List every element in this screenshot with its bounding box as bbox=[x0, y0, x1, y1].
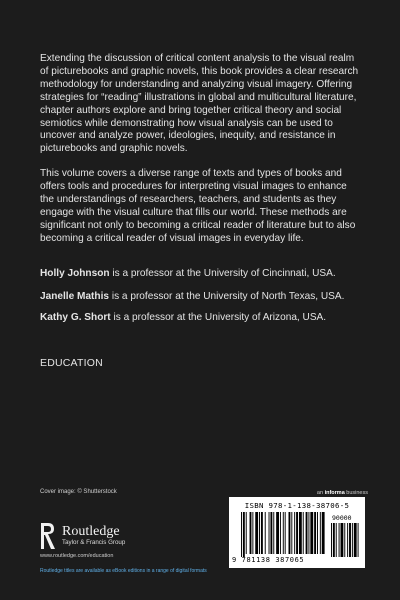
author-bio: is a professor at the University of North Texas, USA. bbox=[109, 291, 345, 302]
subject-category: EDUCATION bbox=[40, 357, 103, 369]
author-bio: is a professor at the University of Cincinnati, USA. bbox=[109, 268, 336, 279]
ean-digits: 9 781138 387065 bbox=[232, 556, 305, 564]
publisher-group: Taylor & Francis Group bbox=[62, 539, 126, 546]
author-bio-janelle-mathis bbox=[40, 290, 370, 303]
informa-brand: informa bbox=[324, 490, 345, 496]
publisher-wordmark bbox=[62, 525, 125, 547]
isbn-label: ISBN 978-1-138-38706-5 bbox=[244, 501, 350, 510]
blurb-paragraph-1: Extending the discussion of critical content analysis to the visual realm of picturebooks and graphic novels, this book provides a clear research methodology for understanding and analyzing visual imagery. Offering strategies for “reading” illustrations in global and multicultural literature, chapter authors explore and bring together critical theory and social semiotics while demonstrating how visual analysis can be used to uncover and analyze power, ideologies, inequity, and resistance in picturebooks and graphic novels. bbox=[40, 53, 359, 155]
cover-image-credit: Cover image: © Shutterstock bbox=[40, 489, 117, 495]
barcode-addon-digits: 90000 bbox=[332, 514, 352, 522]
informa-business-note bbox=[317, 490, 368, 496]
author-bio-holly-johnson bbox=[40, 267, 370, 280]
publisher-url: www.routledge.com/education bbox=[40, 553, 114, 559]
ebook-availability-note: Routledge titles are available as eBook editions in a range of digital formats bbox=[40, 568, 207, 574]
publisher-logo bbox=[40, 522, 125, 550]
publisher-name: Routledge bbox=[62, 524, 120, 539]
author-name: Holly Johnson bbox=[40, 268, 110, 279]
author-bio: is a professor at the University of Arizona, USA. bbox=[110, 312, 327, 323]
author-name: Kathy G. Short bbox=[40, 312, 111, 323]
author-name: Janelle Mathis bbox=[40, 291, 110, 302]
imprint-prefix: an bbox=[316, 490, 325, 496]
blurb-paragraph-2: This volume covers a diverse range of texts and types of books and offers tools and procedures for interpreting visual images to enhance the understandings of researchers, teachers, and students as they engage with the visual culture that fills our world. These methods are significant not only to becoming a critical reader of literature but to also becoming a critical reader of visual images in everyday life. bbox=[40, 168, 356, 244]
routledge-r-logo-icon bbox=[40, 522, 57, 550]
author-bio-kathy-short bbox=[40, 311, 370, 324]
isbn-barcode-block bbox=[229, 497, 365, 568]
imprint-suffix: business bbox=[344, 490, 368, 496]
